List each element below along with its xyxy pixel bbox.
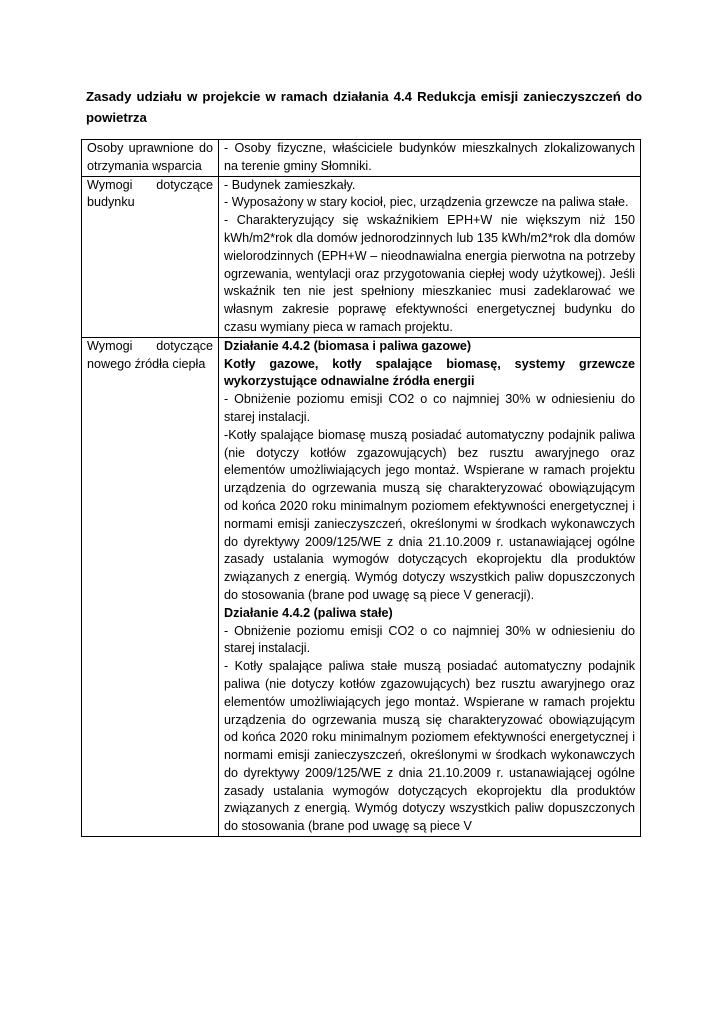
- content-line: - Obniżenie poziomu emisji CO2 o co najmniej 30% w odniesieniu do starej instalacji.: [224, 623, 635, 656]
- row-content: [219, 337, 641, 836]
- content-line: -Kotły spalające biomasę muszą posiadać automatyczny podajnik paliwa (nie dotyczy kotłów zgazowujących) bez rusztu awaryjnego oraz elementów umożliwiających jego montaż. Wspierane w ramach projektu urządzenia do ogrzewania muszą się charakteryzować obowiązującym od końca 2020 roku minimalnym poziomem efektywności energetycznej i normami emisji zanieczyszczeń, określonymi w środkach wykonawczych do dyrektywy 2009/125/WE z dnia 21.10.2009 r. ustanawiającej ogólne zasady ustalania wymogów dotyczących ekoprojektu dla produktów związanych z energią. Wymóg dotyczy wszystkich paliw dopuszczonych do stosowania (brane pod uwagę są piece V generacji).: [224, 427, 635, 602]
- content-line: - Charakteryzujący się wskaźnikiem EPH+W nie większym niż 150 kWh/m2*rok dla domów jednorodzinnych lub 135 kWh/m2*rok dla domów wielorodzinnych (EPH+W – nieodnawialna energia pierwotna na potrzeby ogrzewania, wentylacji oraz przygotowania ciepłej wody użytkowej). Jeśli wskaźnik ten nie jest spełniony mieszkaniec musi zadeklarować we własnym zakresie poprawę efektywności energetycznej budynku do czasu wymiany pieca w ramach projektu.: [224, 213, 635, 334]
- content-line: - Obniżenie poziomu emisji CO2 o co najmniej 30% w odniesieniu do starej instalacji.: [224, 392, 635, 424]
- section-heading: Działanie 4.4.2 (biomasa i paliwa gazowe): [224, 338, 472, 353]
- row-content: [219, 140, 641, 177]
- table-row: [82, 337, 641, 836]
- row-label: Wymogi dotyczące nowego źródła ciepła: [82, 337, 219, 836]
- section-heading: Działanie 4.4.2 (paliwa stałe): [224, 605, 393, 620]
- content-line: - Kotły spalające paliwa stałe muszą posiadać automatyczny podajnik paliwa (nie dotyczy kotłów zgazowujących) bez rusztu awaryjnego oraz elementów umożliwiających jego montaż. Wspierane w ramach projektu urządzenia do ogrzewania muszą się charakteryzować obowiązującym od końca 2020 roku minimalnym poziomem efektywności energetycznej i normami emisji zanieczyszczeń, określonymi w środkach wykonawczych do dyrektywy 2009/125/WE z dnia 21.10.2009 r. ustanawiającej ogólne zasady ustalania wymogów dotyczących ekoprojektu dla produktów związanych z energią. Wymóg dotyczy wszystkich paliw dopuszczonych do stosowania (brane pod uwagę są piece V: [224, 659, 635, 834]
- row-label: Osoby uprawnione do otrzymania wsparcia: [82, 140, 219, 177]
- table-row: [82, 176, 641, 337]
- document-title: Zasady udziału w projekcie w ramach działania 4.4 Redukcja emisji zanieczyszczeń do powietrza: [86, 89, 642, 125]
- table-row: [82, 140, 641, 177]
- requirements-table: [81, 139, 641, 837]
- row-content: [219, 176, 641, 337]
- section-subheading: Kotły gazowe, kotły spalające biomasę, systemy grzewcze wykorzystujące odnawialne źródła energii: [224, 356, 635, 389]
- row-label: Wymogi dotyczące budynku: [82, 176, 219, 337]
- content-line: - Budynek zamieszkały.: [224, 177, 356, 192]
- content-line: - Osoby fizyczne, właściciele budynków mieszkalnych zlokalizowanych na terenie gminy Słomniki.: [224, 141, 635, 173]
- content-line: - Wyposażony w stary kocioł, piec, urządzenia grzewcze na paliwa stałe.: [224, 195, 629, 210]
